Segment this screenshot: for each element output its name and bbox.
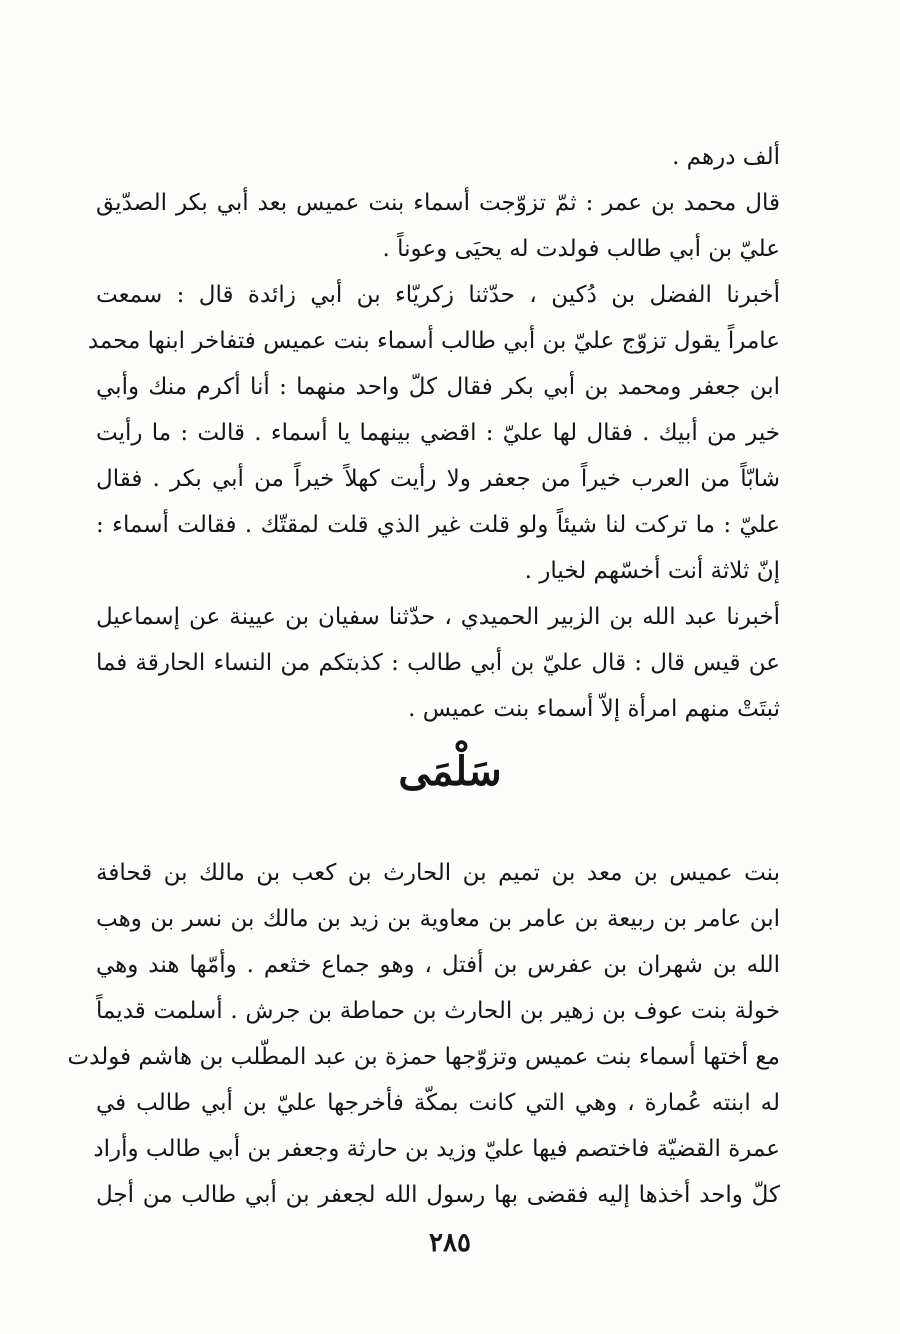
text-line: ألف درهم . [672,144,780,170]
text-line: ابن جعفر ومحمد بن أبي بكر فقال كلّ واحد منهما : أنا أكرم منك وأبي [96,374,780,400]
text-line: عمرة القضيّة فاختصم فيها عليّ وزيد بن حارثة وجعفر بن أبي طالب وأراد [93,1136,780,1162]
top-text-block [87,134,810,732]
text-line: أخبرنا عبد الله بن الزبير الحميدي ، حدّثنا سفيان بن عيينة عن إسماعيل [96,604,780,630]
text-line: خير من أبيك . فقال لها عليّ : اقضي بينهما يا أسماء . قالت : ما رأيت [96,420,780,446]
text-line: مع أختها أسماء بنت عميس وتزوّجها حمزة بن عبد المطّلب بن هاشم فولدت [67,1044,780,1070]
text-line: عن قيس قال : قال عليّ بن أبي طالب : كذبتكم من النساء الحارقة فما [96,650,780,676]
text-line: شابّاً من العرب خيراً من جعفر ولا رأيت كهلاً خيراً من أبي بكر . فقال [96,466,780,492]
paragraph [96,594,810,732]
section-heading: سَلْمَى [398,748,502,795]
text-line: قال محمد بن عمر : ثمّ تزوّجت أسماء بنت عميس بعد أبي بكر الصدّيق [96,190,780,216]
text-line: ابن عامر بن ربيعة بن عامر بن معاوية بن زيد بن مالك بن نسر بن وهب [96,906,780,932]
text-line: عامراً يقول تزوّج عليّ بن أبي طالب أسماء بنت عميس فتفاخر ابنها محمد [87,328,780,354]
paragraph [96,134,810,180]
text-line: خولة بنت عوف بن زهير بن الحارث بن حماطة بن جرش . أسلمت قديماً [96,998,780,1024]
text-line: إنّ ثلاثة أنت أخسّهم لخيار . [524,558,780,584]
paragraph [96,180,810,272]
paragraph [67,850,810,1218]
text-line: عليّ بن أبي طالب فولدت له يحيَى وعوناً . [382,236,780,262]
page-number: ٢٨٥ [429,1228,471,1258]
text-line: الله بن شهران بن عفرس بن أفتل ، وهو جماع خثعم . وأمّها هند وهي [96,952,780,978]
text-line: ثبتَتْ منهم امرأة إلاّ أسماء بنت عميس . [408,696,780,722]
text-line: كلّ واحد أخذها إليه فقضى بها رسول الله لجعفر بن أبي طالب من أجل [96,1182,780,1208]
text-line: أخبرنا الفضل بن دُكين ، حدّثنا زكريّاء بن أبي زائدة قال : سمعت [96,282,780,308]
bottom-text-block [67,850,810,1218]
text-line: عليّ : ما تركت لنا شيئاً ولو قلت غير الذي قلت لمقتّك . فقالت أسماء : [96,512,780,538]
paragraph [87,272,810,594]
text-line: له ابنته عُمارة ، وهي التي كانت بمكّة فأخرجها عليّ بن أبي طالب في [96,1090,780,1116]
text-line: بنت عميس بن معد بن تميم بن الحارث بن كعب بن مالك بن قحافة [96,860,780,886]
